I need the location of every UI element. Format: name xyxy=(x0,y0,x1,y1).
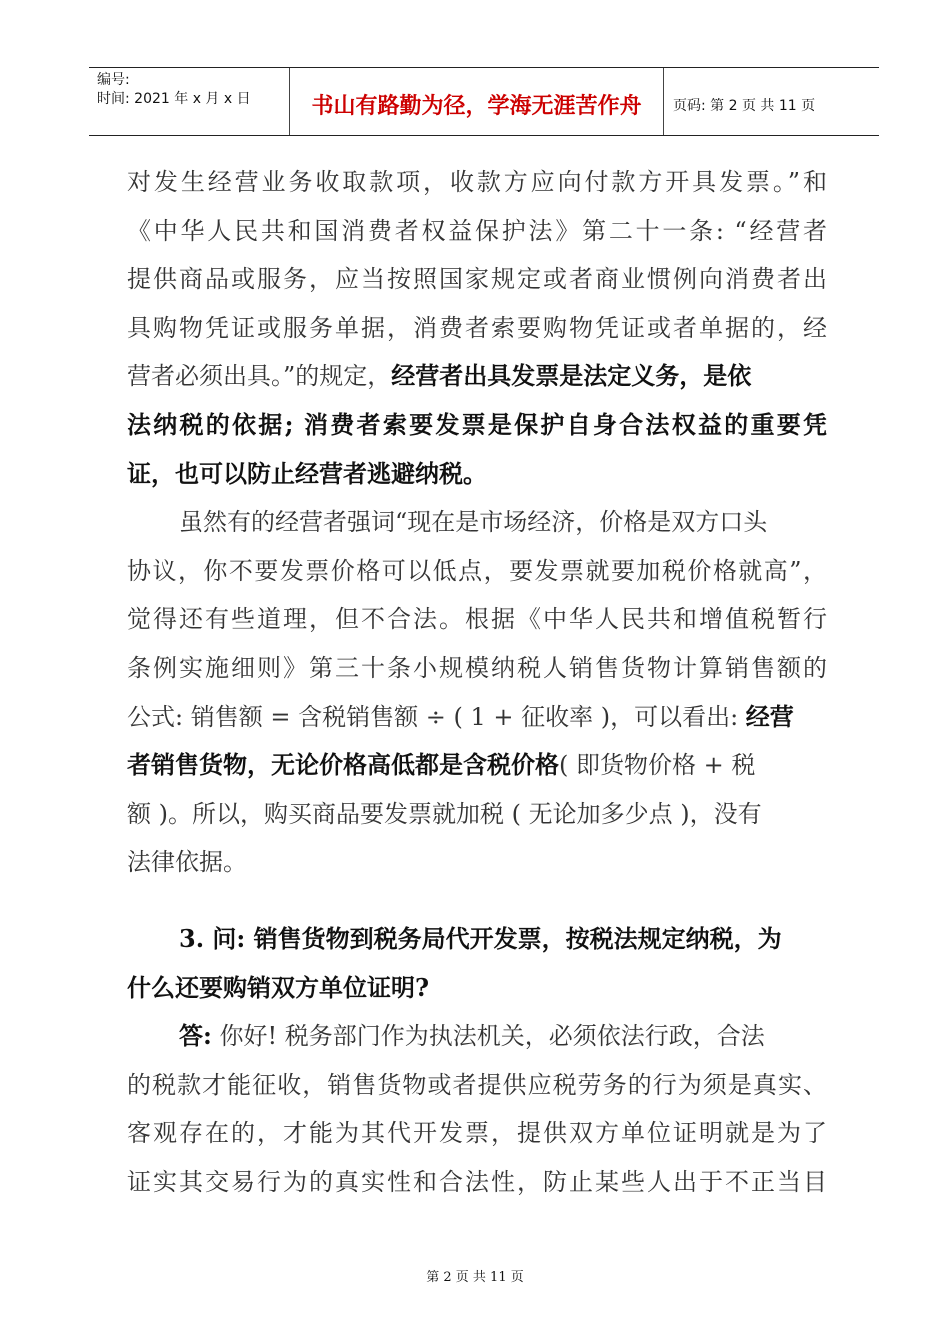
answer-line: 的税款才能征收，销售货物或者提供应税劳务的行为须是真实、 xyxy=(127,1070,827,1099)
answer-line xyxy=(127,1012,827,1061)
answer-3 xyxy=(127,1012,827,1206)
text-line: 额 )。所以，购买商品要发票就加税 ( 无论加多少点 )，没有 xyxy=(127,799,762,828)
text-line: 条例实施细则》第三十条小规模纳税人销售货物计算销售额的 xyxy=(127,653,827,682)
bold-text-span: 经营者出具发票是法定义务，是依 xyxy=(391,361,752,391)
document-number-label: 编号: xyxy=(97,72,130,88)
bold-text-span: 经营 xyxy=(745,701,794,731)
bold-text-span: 者销售货物，无论价格高低都是含税价格 xyxy=(127,750,559,780)
text-line: 觉得还有些道理，但不合法。根据《中华人民共和增值税暂行 xyxy=(127,605,827,634)
answer-line: 证实其交易行为的真实性和合法性，防止某些人出于不正当目 xyxy=(127,1167,827,1196)
answer-line: 客观存在的，才能为其代开发票，提供双方单位证明就是为了 xyxy=(127,1119,827,1148)
text-line xyxy=(127,352,827,401)
document-body xyxy=(127,158,827,1206)
answer-label: 答: xyxy=(179,1021,212,1051)
paragraph-1 xyxy=(127,158,827,498)
page-footer: 第 2 页 共 11 页 xyxy=(426,1270,524,1285)
paragraph-gap xyxy=(127,887,827,915)
document-time-label: 时间: 2021 年 x 月 x 日 xyxy=(97,91,251,107)
text-span: 公式: 销售额 = 含税销售额 ÷ ( 1 + 征收率 )，可以看出: xyxy=(127,702,746,731)
paragraph-2 xyxy=(127,498,827,887)
text-span: 你好! 税务部门作为执法机关，必须依法行政，合法 xyxy=(211,1022,765,1051)
header-meta xyxy=(89,68,290,135)
text-line: 《中华人民共和国消费者权益保护法》第二十一条: “经营者 xyxy=(127,216,827,245)
question-line: 3. 问: 销售货物到税务局代开发票，按税法规定纳税，为 xyxy=(179,923,782,953)
text-line: 法纳税的依据; 消费者索要发票是保护自身合法权益的重要凭 xyxy=(127,409,827,439)
text-line: 证，也可以防止经营者逃避纳税。 xyxy=(127,458,487,488)
text-line: 法律依据。 xyxy=(127,848,247,877)
header-page-label: 页码: 第 2 页 共 11 页 xyxy=(673,97,816,114)
text-line xyxy=(127,741,827,790)
text-line xyxy=(127,693,827,742)
text-line: 虽然有的经营者强词“现在是市场经济，价格是双方口头 xyxy=(179,508,768,537)
page-header xyxy=(89,67,879,136)
text-span: ( 即货物价格 + 税 xyxy=(559,751,756,780)
question-3 xyxy=(127,915,827,1012)
text-line: 对发生经营业务收取款项，收款方应向付款方开具发票。”和 xyxy=(127,168,827,196)
text-line: 协议，你不要发票价格可以低点，要发票就要加税价格就高”， xyxy=(127,556,827,585)
question-line: 什么还要购销双方单位证明? xyxy=(127,972,430,1002)
header-motto: 书山有路勤为径，学海无涯苦作舟 xyxy=(290,68,664,135)
text-line: 具购物凭证或服务单据，消费者索要购物凭证或者单据的，经 xyxy=(127,313,827,342)
text-span: 营者必须出具。”的规定， xyxy=(127,362,392,391)
text-line: 提供商品或服务，应当按照国家规定或者商业惯例向消费者出 xyxy=(127,265,827,294)
